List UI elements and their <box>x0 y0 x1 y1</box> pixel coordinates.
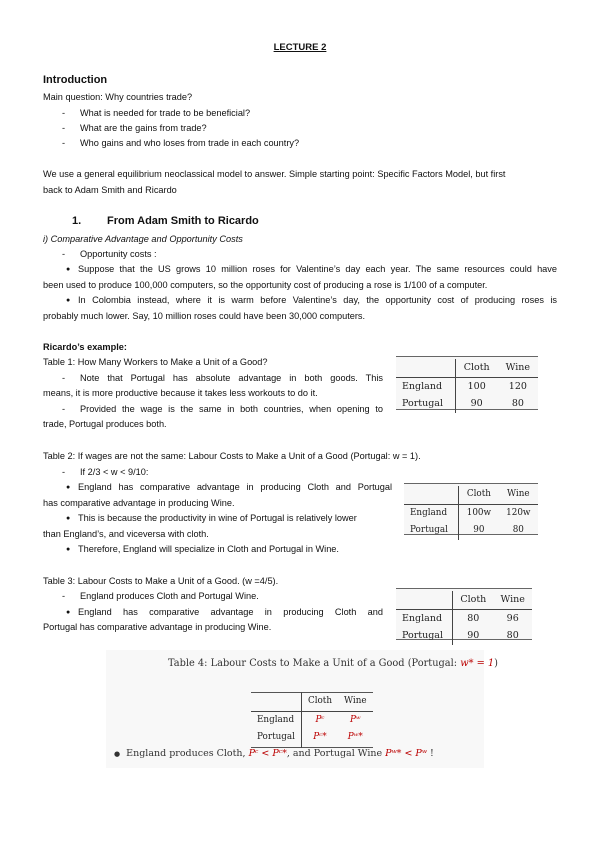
bullet-line: ● In Colombia instead, where it is warm before Valentine’s day, the opportunity cost of producing roses is <box>78 293 557 309</box>
table-cell: 120 <box>508 380 527 392</box>
section-subheading: i) Comparative Advantage and Opportunity Costs <box>43 234 243 244</box>
row-header: England <box>396 609 453 627</box>
bullet-math: Pʷ* < Pʷ <box>385 748 427 759</box>
section-number: 1. <box>72 215 82 227</box>
caption-text: Labour Costs to Make a Unit of a Good (Portugal: <box>210 658 461 669</box>
bullet-mid: , and Portugal Wine <box>286 748 386 759</box>
caption-suffix: ) <box>494 658 498 669</box>
table-cell: 80 <box>512 525 524 535</box>
table-cell: 120w <box>506 507 531 518</box>
table3-caption: Table 3: Labour Costs to Make a Unit of a Good. (w =4/5). <box>43 576 279 586</box>
note-line: - Provided the wage is the same in both countries, when opening to <box>80 402 383 418</box>
table4-caption <box>168 656 498 672</box>
note-line: means, it is more productive because it takes less workouts to do it. <box>43 388 318 398</box>
intro-paragraph-line: We use a general equilibrium neoclassical model to answer. Simple starting point: Specific Factors Model, but first <box>43 169 506 179</box>
table-cell: 80 <box>467 612 480 624</box>
col-header: Cloth <box>453 591 494 609</box>
bullet-line: ● Suppose that the US grows 10 million roses for Valentine’s day each year. The same resources could have <box>78 262 557 278</box>
bullet-line: ● England has comparative advantage in producing Cloth and Portugal <box>78 480 392 496</box>
question-item: - What are the gains from trade? <box>80 121 207 137</box>
table-cell: 96 <box>506 612 519 624</box>
table-cell: 100w <box>466 507 492 518</box>
section-heading: From Adam Smith to Ricardo <box>107 215 259 227</box>
bullet-line: been used to produce 100,000 computers, so the opportunity cost of producing a rose is 1/100 of a computer. <box>43 280 488 290</box>
bullet-prefix: England produces Cloth, <box>126 748 249 759</box>
bullet-line: ● This is because the productivity in wine of Portugal is relatively lower <box>78 511 357 527</box>
row-header: Portugal <box>404 522 459 540</box>
row-header: England <box>396 377 455 395</box>
caption-math: w* = 1 <box>460 658 495 669</box>
row-header: Portugal <box>251 729 301 747</box>
col-header: Cloth <box>459 486 499 504</box>
bullet-line: has comparative advantage in producing Wine. <box>43 498 235 508</box>
note-line: - Note that Portugal has absolute advantage in both goods. This <box>80 371 383 387</box>
condition-line: - If 2/3 < w < 9/10: <box>80 465 148 481</box>
col-header: Wine <box>493 591 532 609</box>
bullet-suffix: ! <box>426 748 434 759</box>
caption-prefix: Table 4: <box>168 658 208 669</box>
bullet-line: ● Therefore, England will specialize in Cloth and Portugal in Wine. <box>78 542 339 558</box>
table-cell: 90 <box>470 398 483 409</box>
table-4-figure <box>106 650 498 768</box>
note-line: trade, Portugal produces both. <box>43 419 167 429</box>
intro-paragraph-line: back to Adam Smith and Ricardo <box>43 185 177 195</box>
table2-caption: Table 2: If wages are not the same: Labour Costs to Make a Unit of a Good (Portugal: w = 1). <box>43 451 421 461</box>
col-header: Cloth <box>301 693 338 712</box>
col-header: Wine <box>499 486 538 504</box>
question-item: - Who gains and who loses from trade in each country? <box>80 136 299 152</box>
col-header: Wine <box>338 693 373 712</box>
table-cell: 90 <box>467 630 480 641</box>
row-header: England <box>404 504 459 522</box>
ricardo-heading: Ricardo’s example: <box>43 342 127 352</box>
table-cell: 100 <box>467 380 486 392</box>
table-2 <box>404 483 538 535</box>
bullet-math: Pᶜ < Pᶜ* <box>248 748 287 759</box>
opportunity-costs-label: - Opportunity costs : <box>80 247 157 263</box>
bullet-line: ● England has comparative advantage in producing Cloth and <box>78 605 383 621</box>
table-cell: Pᶜ <box>315 714 325 725</box>
question-item: - What is needed for trade to be beneficial? <box>80 106 250 122</box>
row-header: Portugal <box>396 627 453 645</box>
table-cell: Pʷ <box>349 714 361 725</box>
table-cell: Pʷ* <box>347 732 363 742</box>
row-header: Portugal <box>396 395 455 413</box>
bullet-line: Portugal has comparative advantage in producing Wine. <box>43 622 272 632</box>
bullet-line: probably much lower. Say, 10 million roses could have been 30,000 computers. <box>43 311 366 321</box>
main-question: Main question: Why countries trade? <box>43 92 193 102</box>
table4-bullet: ● England produces Cloth, Pᶜ < Pᶜ*, and Portugal Wine Pʷ* < Pʷ ! <box>114 748 434 759</box>
table-cell: Pᶜ* <box>313 732 327 742</box>
table-3 <box>396 588 532 640</box>
col-header: Wine <box>498 359 538 377</box>
table-cell: 90 <box>473 525 485 535</box>
note-line: - England produces Cloth and Portugal Wine. <box>80 589 259 605</box>
page-title: LECTURE 2 <box>273 42 327 53</box>
table-1 <box>396 356 538 410</box>
row-header: England <box>251 711 301 729</box>
intro-heading: Introduction <box>43 74 108 86</box>
table-cell: 80 <box>506 630 519 641</box>
bullet-line: than England’s, and viceversa with cloth. <box>43 529 209 539</box>
col-header: Cloth <box>455 359 498 377</box>
table1-caption: Table 1: How Many Workers to Make a Unit of a Good? <box>43 357 268 367</box>
table-cell: 80 <box>511 398 524 409</box>
